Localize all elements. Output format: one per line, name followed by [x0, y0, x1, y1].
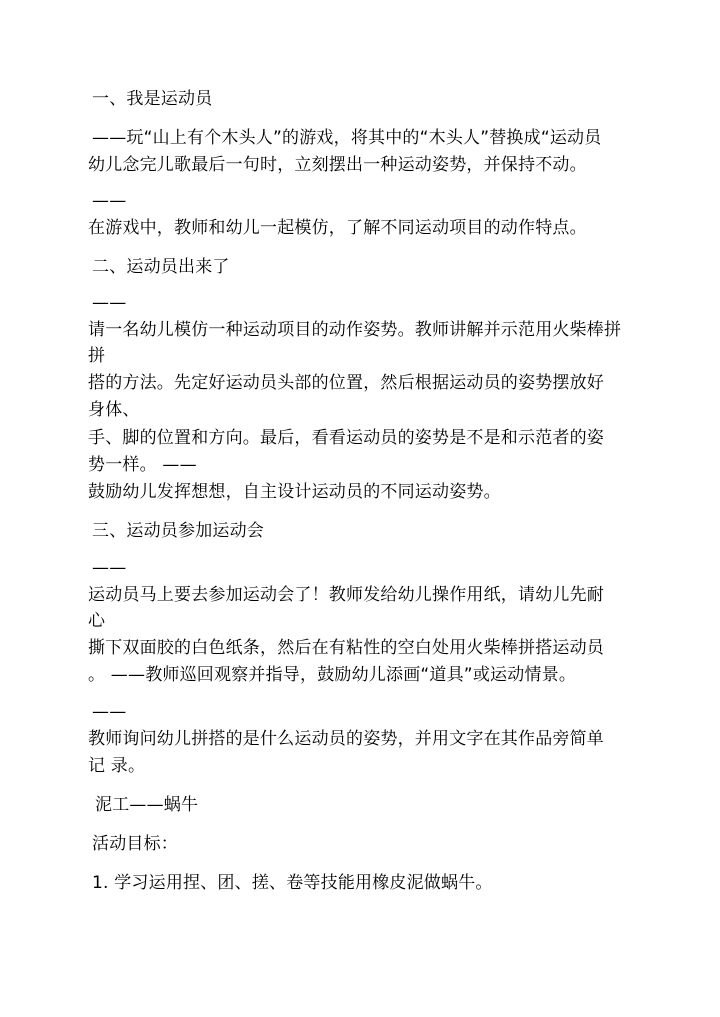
paragraph-line: 撕下双面胶的白色纸条，然后在有粘性的空白处用火柴棒拼搭运动员	[88, 638, 604, 658]
paragraph-line: 运动员马上要去参加运动会了！教师发给幼儿操作用纸，请幼儿先耐	[88, 585, 604, 605]
paragraph-line: 记 录。	[88, 756, 146, 776]
paragraph-line: 。 ——教师巡回观察并指导，鼓励幼儿添画“道具”或运动情景。	[88, 665, 577, 685]
paragraph-line: ——玩“山上有个木头人”的游戏，将其中的“木头人”替换成“运动员	[92, 128, 602, 148]
paragraph-line: 鼓励幼儿发挥想想，自主设计运动员的不同运动姿势。	[88, 482, 501, 502]
section-heading-3: 三、运动员参加运动会	[92, 521, 264, 541]
paragraph-line: 手、脚的位置和方向。最后，看看运动员的姿势是不是和示范者的姿	[88, 428, 604, 448]
paragraph-line: 在游戏中，教师和幼儿一起模仿，了解不同运动项目的动作特点。	[88, 218, 587, 238]
paragraph-line: 身体、	[88, 400, 140, 420]
paragraph-line: 搭的方法。先定好运动员头部的位置，然后根据运动员的姿势摆放好	[88, 373, 604, 393]
paragraph-line: 拼	[88, 346, 106, 366]
dash-line: ——	[92, 191, 127, 211]
objectives-heading: 活动目标：	[92, 834, 178, 854]
paragraph-line: 教师询问幼儿拼搭的是什么运动员的姿势，并用文字在其作品旁简单	[88, 729, 604, 749]
paragraph-line: 幼儿念完儿歌最后一句时，立刻摆出一种运动姿势，并保持不动。	[88, 155, 587, 175]
activity-title: 泥工——蜗牛	[95, 795, 199, 815]
paragraph-line: 心	[88, 611, 106, 631]
objective-item: 1. 学习运用捏、团、搓、卷等技能用橡皮泥做蜗牛。	[92, 873, 493, 893]
paragraph-line: 势一样。 ——	[88, 455, 197, 475]
dash-line: ——	[92, 293, 127, 313]
section-heading-2: 二、运动员出来了	[92, 257, 230, 277]
dash-line: ——	[92, 702, 127, 722]
dash-line: ——	[92, 558, 127, 578]
section-heading-1: 一、我是运动员	[92, 89, 213, 109]
paragraph-line: 请一名幼儿模仿一种运动项目的动作姿势。教师讲解并示范用火柴棒拼	[88, 320, 622, 340]
